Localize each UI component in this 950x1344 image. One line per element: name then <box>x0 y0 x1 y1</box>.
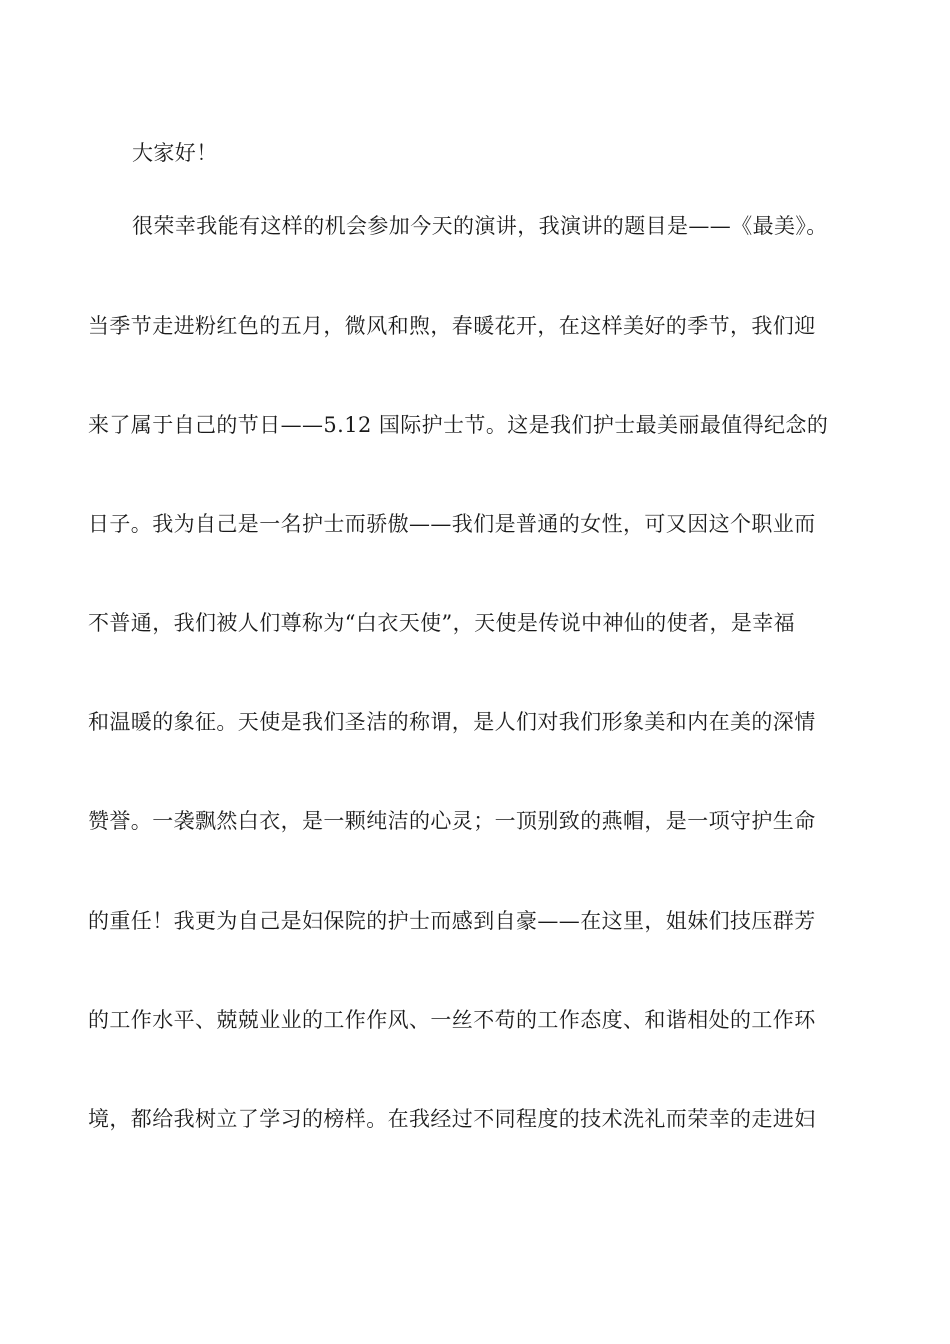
text-line: 来了属于自己的节日——5.12 国际护士节。这是我们护士最美丽最值得纪念的 <box>88 413 829 437</box>
text-line: 的工作水平、兢兢业业的工作作风、一丝不苟的工作态度、和谐相处的工作环 <box>88 1008 816 1032</box>
text-line: 境，都给我树立了学习的榜样。在我经过不同程度的技术洗礼而荣幸的走进妇 <box>88 1107 816 1131</box>
text-line: 很荣幸我能有这样的机会参加今天的演讲，我演讲的题目是——《最美》。 <box>132 214 828 238</box>
text-line: 赞誉。一袭飘然白衣，是一颗纯洁的心灵；一顶别致的燕帽，是一项守护生命 <box>88 809 816 833</box>
text-line: 的重任！我更为自己是妇保院的护士而感到自豪——在这里，姐妹们技压群芳 <box>88 909 816 933</box>
text-line: 日子。我为自己是一名护士而骄傲——我们是普通的女性，可又因这个职业而 <box>88 512 816 536</box>
text-line: 和温暖的象征。天使是我们圣洁的称谓，是人们对我们形象美和内在美的深情 <box>88 710 816 734</box>
text-line: 当季节走进粉红色的五月，微风和煦，春暖花开，在这样美好的季节，我们迎 <box>88 314 816 338</box>
text-line: 不普通，我们被人们尊称为“白衣天使”，天使是传说中神仙的使者，是幸福 <box>88 611 796 635</box>
greeting-line: 大家好！ <box>132 141 218 165</box>
